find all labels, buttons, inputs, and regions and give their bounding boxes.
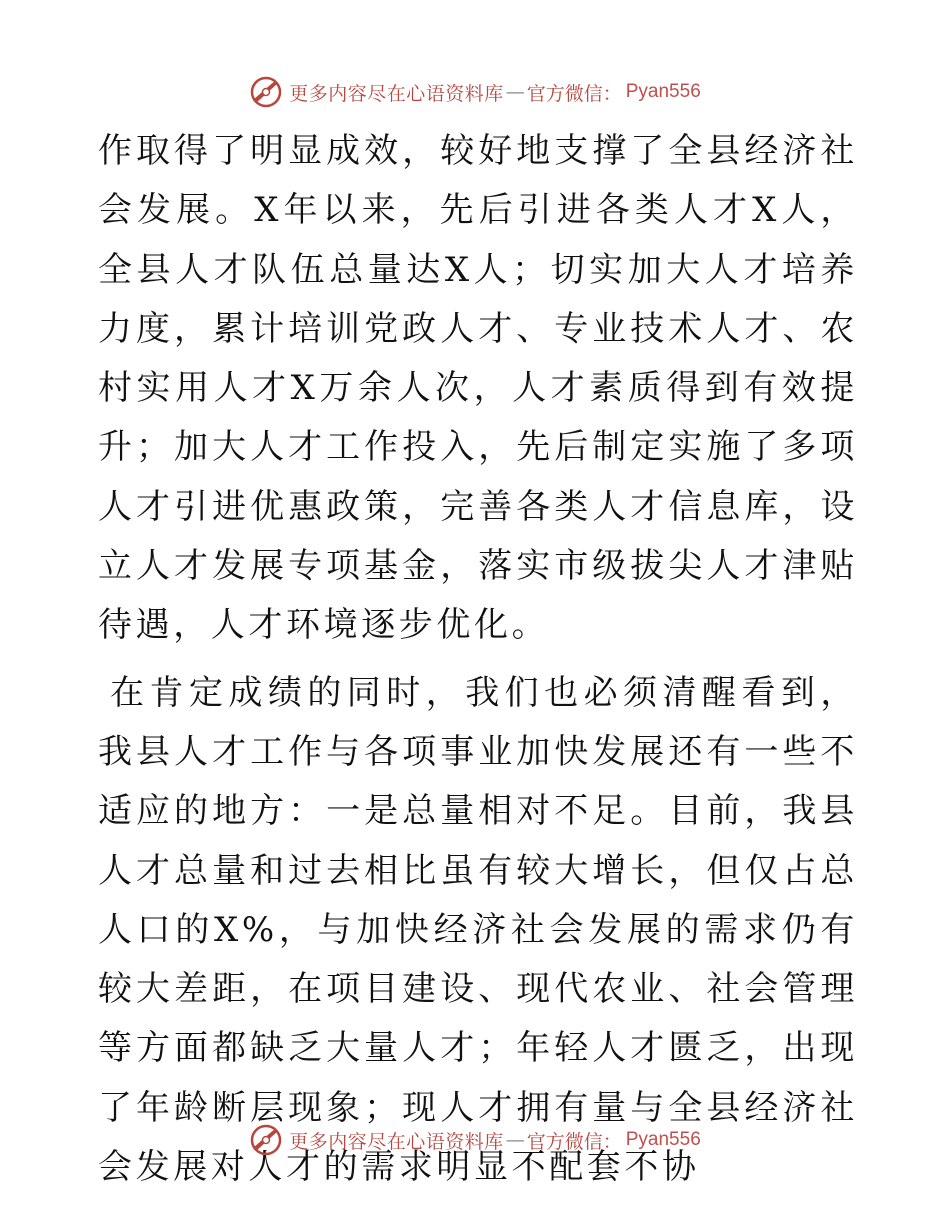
pen-nib-logo-icon: [249, 1123, 283, 1157]
header-separator: —: [505, 81, 525, 103]
header-banner: [0, 72, 950, 112]
paragraph-1: 作取得了明显成效，较好地支撑了全县经济社会发展。X年以来，先后引进各类人才X人，全县人才队伍总量达X人；切实加大人才培养力度，累计培训党政人才、专业技术人才、农村实用人才X万余人次，人才素质得到有效提升；加大人才工作投入，先后制定实施了多项人才引进优惠政策，完善各类人才信息库，设立人才发展专项基金，落实市级拔尖人才津贴待遇，人才环境逐步优化。: [98, 131, 858, 646]
header-official-label: 官方微信：: [526, 82, 622, 105]
pen-nib-logo-icon: [249, 75, 283, 109]
document-body: [98, 122, 858, 1197]
paragraph-2: 在肯定成绩的同时，我们也必须清醒看到，我县人才工作与各项事业加快发展还有一些不适应的地方：一是总量相对不足。目前，我县人才总量和过去相比虽有较大增长，但仅占总人口的X%，与加快经济社会发展的需求仍有较大差距，在项目建设、现代农业、社会管理等方面都缺乏大量人才；年轻人才匮乏，出现了年龄断层现象；现人才拥有量与全县经济社会发展对人才的需求明显不配套不协: [98, 672, 858, 1188]
footer-official-label: 官方微信：: [526, 1130, 622, 1153]
header-wechat-id: Pyan556: [625, 81, 701, 102]
footer-banner: [0, 1120, 950, 1160]
footer-wechat-id: Pyan556: [625, 1129, 701, 1150]
header-brand-text: 更多内容尽在心语资料库: [289, 82, 504, 105]
footer-brand-text: 更多内容尽在心语资料库: [289, 1130, 504, 1153]
footer-separator: —: [505, 1129, 525, 1151]
